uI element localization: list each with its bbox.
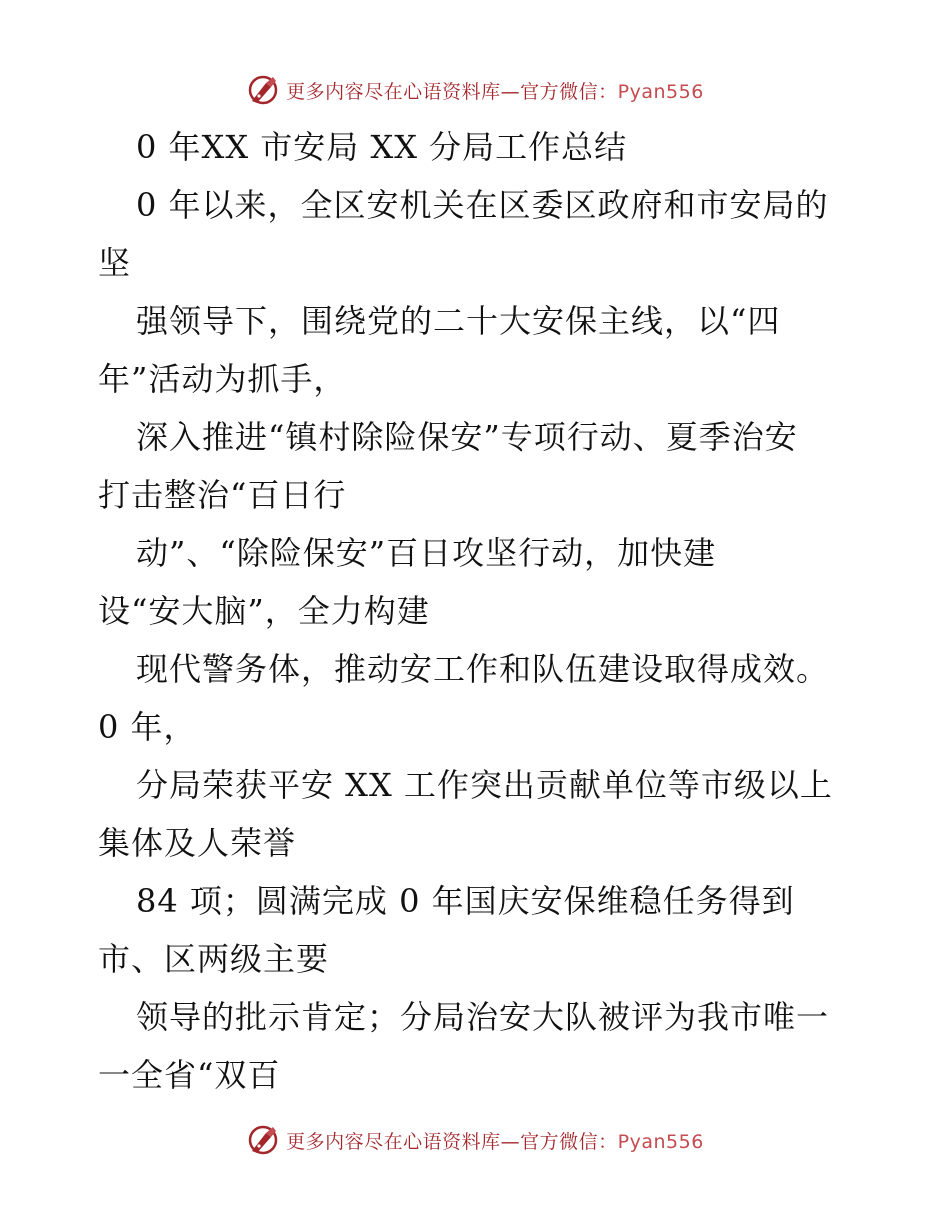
text-line: 分局荣获平安 XX 工作突出贡献单位等市级以上 xyxy=(136,766,833,804)
text-line: 强领导下，围绕党的二十大安保主线，以“四 xyxy=(136,302,781,340)
banner-text xyxy=(286,77,704,104)
banner-label: 更多内容尽在心语资料库—官方微信： xyxy=(286,80,618,103)
text-line: 打击整治“百日行 xyxy=(98,476,347,514)
banner-label: 更多内容尽在心语资料库—官方微信： xyxy=(286,1130,618,1153)
text-line: 84 项；圆满完成 0 年国庆安保维稳任务得到 xyxy=(136,882,795,920)
text-line: 一全省“双百 xyxy=(98,1056,281,1094)
wechat-id: Pyan556 xyxy=(617,80,704,103)
pen-logo-icon xyxy=(246,1123,280,1157)
text-line: 0 年以来，全区安机关在区委区政府和市安局的 xyxy=(136,186,829,224)
text-line: 0 年， xyxy=(98,708,197,746)
text-line: 动”、“除险保安”百日攻坚行动，加快建 xyxy=(136,534,717,572)
text-line: 领导的批示肯定；分局治安大队被评为我市唯一 xyxy=(136,998,830,1036)
wechat-id: Pyan556 xyxy=(617,1130,704,1153)
banner-text xyxy=(286,1127,704,1154)
text-line: 现代警务体，推动安工作和队伍建设取得成效。 xyxy=(136,650,830,688)
text-line: 坚 xyxy=(98,244,132,282)
header-banner xyxy=(0,70,950,110)
text-line: 设“安大脑”，全力构建 xyxy=(98,592,430,630)
pen-logo-icon xyxy=(246,73,280,107)
text-line: 年”活动为抓手， xyxy=(98,360,347,398)
document-body xyxy=(98,118,858,1104)
text-line: 深入推进“镇村除险保安”专项行动、夏季治安 xyxy=(136,418,798,456)
footer-banner xyxy=(0,1120,950,1160)
text-line: 市、区两级主要 xyxy=(98,940,330,978)
text-line: 集体及人荣誉 xyxy=(98,824,297,862)
text-line: 0 年XX 市安局 XX 分局工作总结 xyxy=(136,128,628,166)
